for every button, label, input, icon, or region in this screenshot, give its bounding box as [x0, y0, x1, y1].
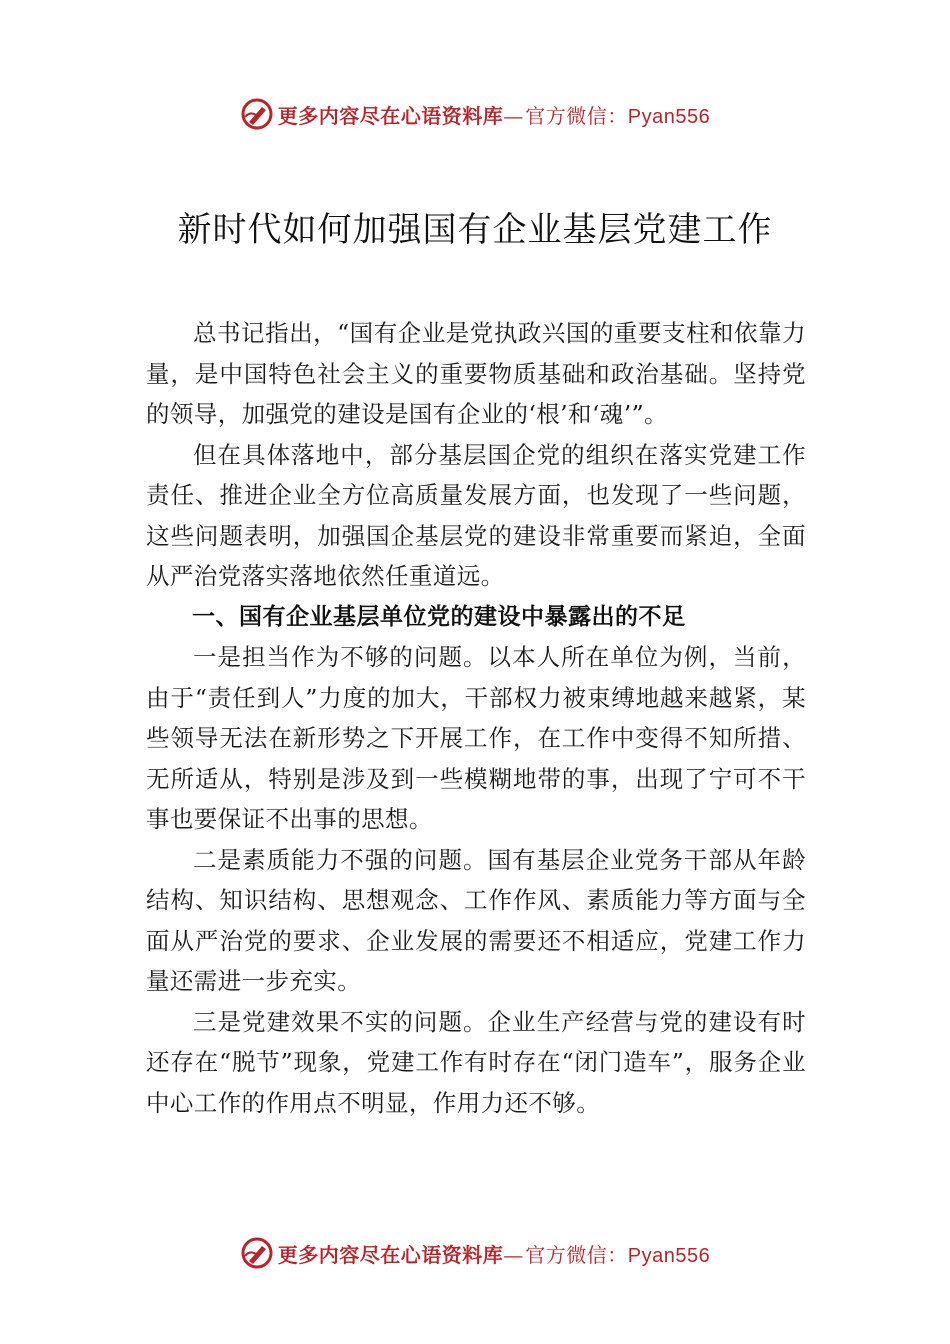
- pen-nib-logo-icon: [240, 1236, 274, 1270]
- watermark-lead: 更多内容尽在心语资料库: [277, 1242, 504, 1267]
- document-title: 新时代如何加强国有企业基层党建工作: [177, 210, 773, 250]
- paragraph-4: 二是素质能力不强的问题。国有基层企业党务干部从年龄结构、知识结构、思想观念、工作作风、素质能力等方面与全面从严治党的要求、企业发展的需要还不相适应，党建工作力量还需进一步充实。: [146, 845, 806, 995]
- watermark-text: [278, 100, 710, 129]
- watermark-separator: —: [503, 1242, 526, 1267]
- watermark-text: [278, 1239, 710, 1268]
- watermark-wechat-id: Pyan556: [627, 105, 711, 128]
- document-body: [146, 313, 806, 1123]
- pen-nib-logo-icon: [240, 97, 274, 131]
- watermark-label: 官方微信：: [525, 1242, 628, 1267]
- section-heading-1: 一、国有企业基层单位党的建设中暴露出的不足: [192, 603, 686, 630]
- watermark-wechat-id: Pyan556: [627, 1244, 711, 1267]
- watermark-lead: 更多内容尽在心语资料库: [277, 103, 504, 128]
- watermark-label: 官方微信：: [525, 103, 628, 128]
- watermark-separator: —: [503, 103, 526, 128]
- header-watermark: [0, 94, 950, 134]
- paragraph-5: 三是党建效果不实的问题。企业生产经营与党的建设有时还存在“脱节”现象，党建工作有时存在“闭门造车”，服务企业中心工作的作用点不明显，作用力还不够。: [146, 1007, 806, 1117]
- footer-watermark: [0, 1233, 950, 1273]
- paragraph-3: 一是担当作为不够的问题。以本人所在单位为例，当前，由于“责任到人”力度的加大，干部权力被束缚地越来越紧，某些领导无法在新形势之下开展工作，在工作中变得不知所措、无所适从，特别是涉及到一些模糊地带的事，出现了宁可不干事也要保证不出事的思想。: [146, 643, 806, 833]
- paragraph-1: 总书记指出，“国有企业是党执政兴国的重要支柱和依靠力量，是中国特色社会主义的重要物质基础和政治基础。坚持党的领导，加强党的建设是国有企业的‘根’和‘魂’”。: [146, 319, 806, 428]
- paragraph-2: 但在具体落地中，部分基层国企党的组织在落实党建工作责任、推进企业全方位高质量发展方面，也发现了一些问题，这些问题表明，加强国企基层党的建设非常重要而紧迫，全面从严治党落实落地依然任重道远。: [146, 440, 806, 590]
